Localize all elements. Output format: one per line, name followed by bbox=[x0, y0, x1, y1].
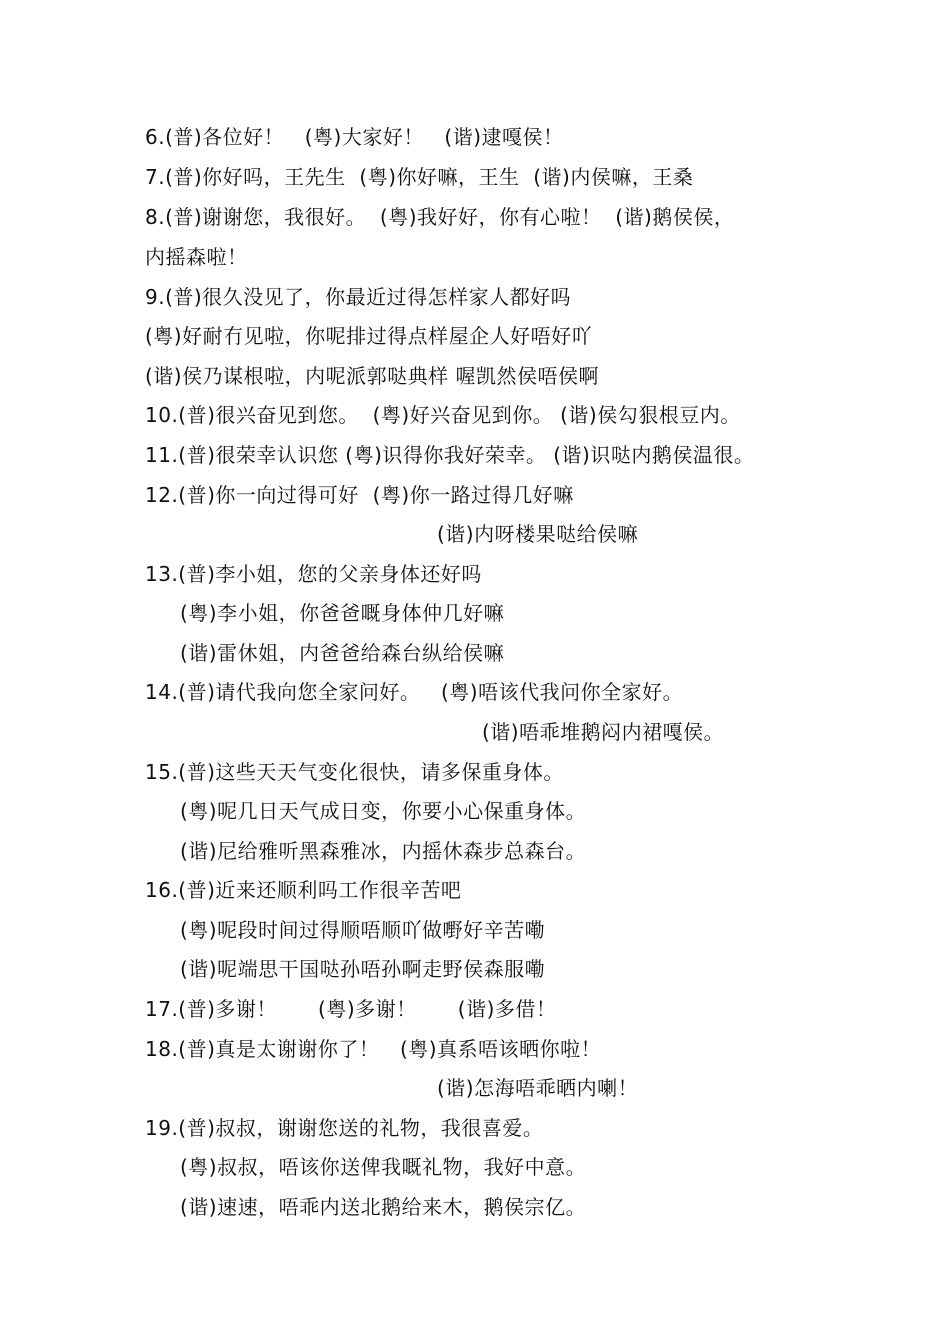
text-line: 内摇森啦！ bbox=[145, 245, 248, 269]
text-line: 9.(普)很久没见了，你最近过得怎样家人都好吗 bbox=[145, 285, 572, 309]
text-line: 12.(普)你一向过得可好 (粤)你一路过得几好嘛 bbox=[145, 483, 574, 507]
text-line: (粤)叔叔，唔该你送俾我嘅礼物，我好中意。 bbox=[180, 1155, 587, 1179]
text-line: 10.(普)很兴奋见到您。 (粤)好兴奋见到你。 (谐)侯勾狠根豆内。 bbox=[145, 403, 741, 427]
text-line: (谐)唔乖堆鹅闷内裙嘎侯。 bbox=[482, 720, 725, 744]
text-line: 6.(普)各位好！ (粤)大家好！ (谐)逮嘎侯！ bbox=[145, 125, 564, 149]
text-line: (谐)怎海唔乖晒内喇！ bbox=[437, 1076, 639, 1100]
text-line: 13.(普)李小姐，您的父亲身体还好吗 bbox=[145, 562, 482, 586]
text-line: (谐)尼给雅听黑森雅冰，内摇休森步总森台。 bbox=[180, 839, 587, 863]
text-line: 14.(普)请代我向您全家问好。 (粤)唔该代我问你全家好。 bbox=[145, 680, 684, 704]
text-line: 15.(普)这些天天气变化很快，请多保重身体。 bbox=[145, 760, 564, 784]
text-line: (谐)雷休姐，内爸爸给森台纵给侯嘛 bbox=[180, 641, 505, 665]
text-line: 16.(普)近来还顺利吗工作很辛苦吧 bbox=[145, 878, 462, 902]
text-line: (谐)侯乃谋根啦，内呢派郭哒典样 喔凯然侯唔侯啊 bbox=[145, 364, 599, 388]
text-line: (谐)呢端思干国哒孙唔孙啊走野侯森服嘞 bbox=[180, 957, 546, 981]
text-line: (粤)呢段时间过得顺唔顺吖做嘢好辛苦嘞 bbox=[180, 918, 546, 942]
text-line: 11.(普)很荣幸认识您 (粤)识得你我好荣幸。 (谐)识哒内鹅侯温很。 bbox=[145, 443, 755, 467]
text-line: 19.(普)叔叔，谢谢您送的礼物，我很喜爱。 bbox=[145, 1116, 544, 1140]
text-line: (谐)内呀楼果哒给侯嘛 bbox=[437, 522, 639, 546]
text-line: 7.(普)你好吗，王先生 (粤)你好嘛，王生 (谐)内侯嘛，王桑 bbox=[145, 165, 694, 189]
text-line: (粤)李小姐，你爸爸嘅身体仲几好嘛 bbox=[180, 601, 505, 625]
text-line: 8.(普)谢谢您，我很好。 (粤)我好好，你有心啦！ (谐)鹅侯侯， bbox=[145, 205, 735, 229]
text-line: (谐)速速，唔乖内送北鹅给来木，鹅侯宗亿。 bbox=[180, 1195, 587, 1219]
text-line: 17.(普)多谢！ (粤)多谢！ (谐)多借！ bbox=[145, 997, 557, 1021]
text-line: (粤)好耐冇见啦，你呢排过得点样屋企人好唔好吖 bbox=[145, 324, 593, 348]
text-line: 18.(普)真是太谢谢你了！ (粤)真系唔该晒你啦！ bbox=[145, 1037, 602, 1061]
text-line: (粤)呢几日天气成日变，你要小心保重身体。 bbox=[180, 799, 587, 823]
